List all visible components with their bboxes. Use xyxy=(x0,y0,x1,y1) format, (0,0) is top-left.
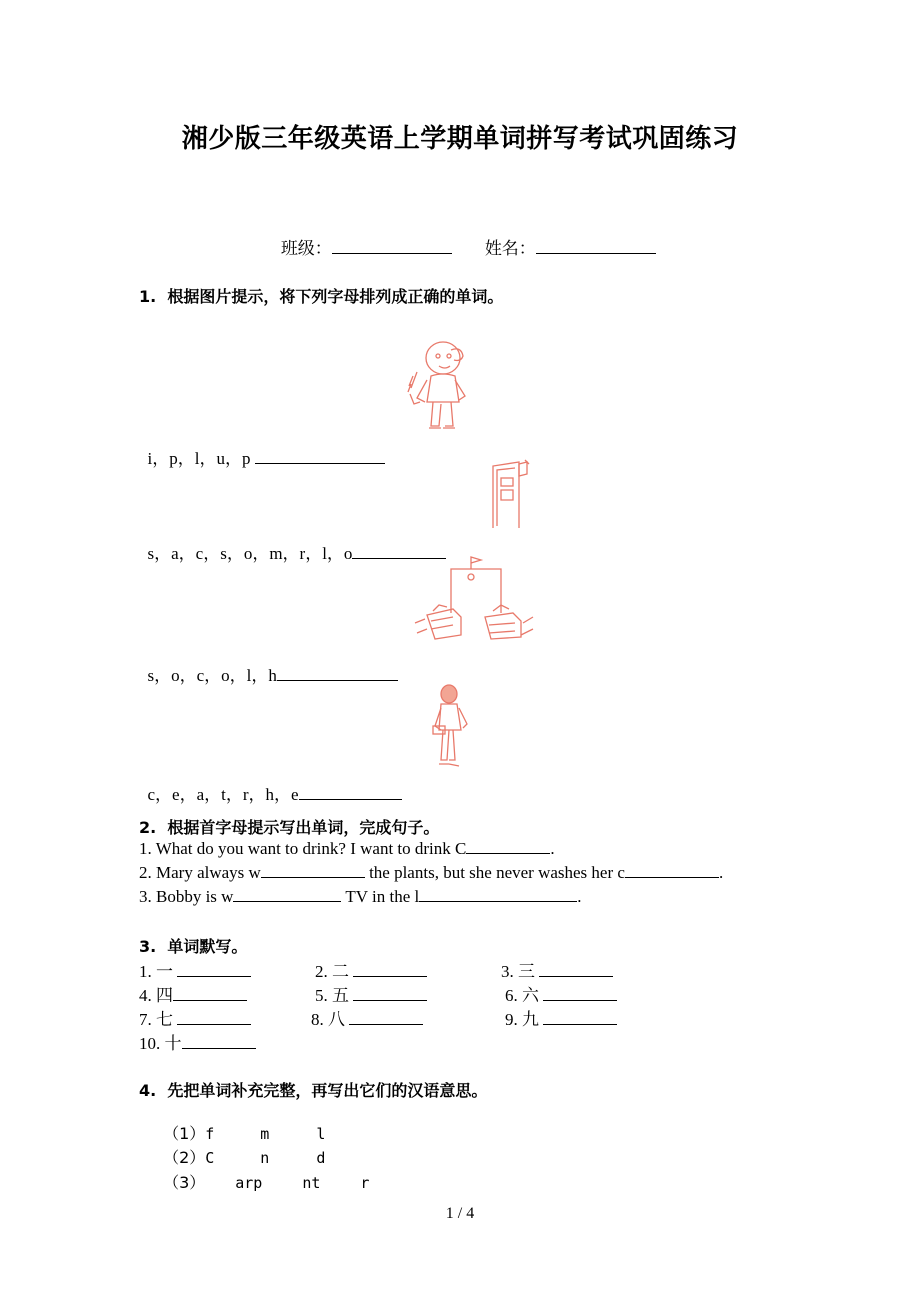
dictation-blank-2[interactable] xyxy=(353,961,427,977)
letters-4: c，e，a，t，r，h，e xyxy=(147,785,299,804)
fill-part-2c: d xyxy=(316,1149,326,1167)
dictation-item-10 xyxy=(139,1029,256,1054)
fill-part-1a: f xyxy=(205,1125,215,1143)
dictation-blank-10[interactable] xyxy=(182,1033,256,1049)
fill-part-3b: nt xyxy=(302,1174,321,1192)
fill-num-2: （2） xyxy=(163,1148,206,1167)
sentence-2-text-b: the plants, but she never washes her c xyxy=(364,863,625,882)
dictation-label-2: 2. 二 xyxy=(315,962,349,981)
dictation-blank-3[interactable] xyxy=(539,961,613,977)
class-label: 班级： xyxy=(280,239,332,259)
section4-heading: 4. 先把单词补充完整，再写出它们的汉语意思。 xyxy=(139,1081,488,1100)
letters-1: i，p，l，u，p xyxy=(147,449,251,468)
school-icon xyxy=(413,553,535,655)
fill-item-3 xyxy=(145,1152,369,1193)
dictation-label-4: 4. 四 xyxy=(139,986,173,1005)
sentence-3-blank-b[interactable] xyxy=(419,886,577,902)
name-field[interactable] xyxy=(474,214,656,259)
scramble-item-3 xyxy=(139,641,398,686)
class-field[interactable] xyxy=(270,214,452,259)
dictation-label-9: 9. 九 xyxy=(505,1010,539,1029)
answer-blank-1[interactable] xyxy=(255,448,385,464)
dictation-blank-9[interactable] xyxy=(543,1009,617,1025)
sentence-3 xyxy=(139,886,581,907)
dictation-label-3: 3. 三 xyxy=(501,962,535,981)
dictation-item-1 xyxy=(139,957,251,982)
sentence-3-blank-a[interactable] xyxy=(233,886,341,902)
dictation-item-4 xyxy=(139,981,247,1006)
name-blank[interactable] xyxy=(536,238,656,254)
dictation-item-2 xyxy=(315,957,427,982)
fill-num-3: （3） xyxy=(163,1173,206,1192)
scramble-item-4 xyxy=(139,760,402,805)
dictation-blank-8[interactable] xyxy=(349,1009,423,1025)
sentence-2-end: . xyxy=(718,863,724,882)
dictation-label-7: 7. 七 xyxy=(139,1010,173,1029)
sentence-2-blank-b[interactable] xyxy=(625,862,719,878)
sentence-1-blank[interactable] xyxy=(466,838,550,854)
dictation-label-1: 1. 一 xyxy=(139,962,173,981)
sentence-1 xyxy=(139,838,555,859)
answer-blank-4[interactable] xyxy=(299,784,402,800)
fill-part-2b: n xyxy=(260,1149,270,1167)
fill-part-2a: C xyxy=(205,1149,215,1167)
section3-heading: 3. 单词默写。 xyxy=(139,937,248,956)
dictation-item-6 xyxy=(505,981,617,1006)
sentence-3-text-b: TV in the l xyxy=(341,887,420,906)
page-number: 1 / 4 xyxy=(445,1205,475,1222)
dictation-label-10: 10. 十 xyxy=(139,1034,182,1053)
answer-blank-3[interactable] xyxy=(277,665,398,681)
dictation-item-5 xyxy=(315,981,427,1006)
name-label: 姓名： xyxy=(484,239,536,259)
letters-3: s，o，c，o，l，h xyxy=(147,666,277,685)
pupil-icon xyxy=(405,336,480,440)
sentence-2 xyxy=(139,862,723,883)
classroom-icon xyxy=(487,458,533,532)
fill-num-1: （1） xyxy=(163,1124,206,1143)
dictation-blank-5[interactable] xyxy=(353,985,427,1001)
sentence-3-text-a: 3. Bobby is w xyxy=(139,887,234,906)
scramble-item-2 xyxy=(139,519,446,564)
section2-heading: 2. 根据首字母提示写出单词，完成句子。 xyxy=(139,818,440,837)
page-title: 湘少版三年级英语上学期单词拼写考试巩固练习 xyxy=(181,124,739,154)
dictation-item-8 xyxy=(311,1005,423,1030)
sentence-1-text: 1. What do you want to drink? I want to drink C xyxy=(139,839,467,858)
dictation-label-8: 8. 八 xyxy=(311,1010,345,1029)
sentence-2-blank-a[interactable] xyxy=(261,862,365,878)
sentence-3-end: . xyxy=(577,887,582,906)
dictation-item-3 xyxy=(501,957,613,982)
fill-part-3a: arp xyxy=(235,1174,263,1192)
dictation-item-9 xyxy=(505,1005,617,1030)
teacher-icon xyxy=(429,682,474,772)
class-blank[interactable] xyxy=(332,238,452,254)
fill-part-1c: l xyxy=(316,1125,326,1143)
dictation-item-7 xyxy=(139,1005,251,1030)
sentence-1-end: . xyxy=(550,839,555,858)
dictation-label-5: 5. 五 xyxy=(315,986,349,1005)
scramble-item-1 xyxy=(139,424,385,469)
dictation-blank-7[interactable] xyxy=(177,1009,251,1025)
fill-part-1b: m xyxy=(260,1125,270,1143)
letters-2: s，a，c，s，o，m，r，l，o xyxy=(147,544,353,563)
dictation-blank-6[interactable] xyxy=(543,985,617,1001)
dictation-label-6: 6. 六 xyxy=(505,986,539,1005)
section1-heading: 1. 根据图片提示，将下列字母排列成正确的单词。 xyxy=(139,287,504,306)
dictation-blank-1[interactable] xyxy=(177,961,251,977)
fill-part-3c: r xyxy=(360,1174,370,1192)
dictation-blank-4[interactable] xyxy=(173,985,247,1001)
sentence-2-text-a: 2. Mary always w xyxy=(139,863,261,882)
